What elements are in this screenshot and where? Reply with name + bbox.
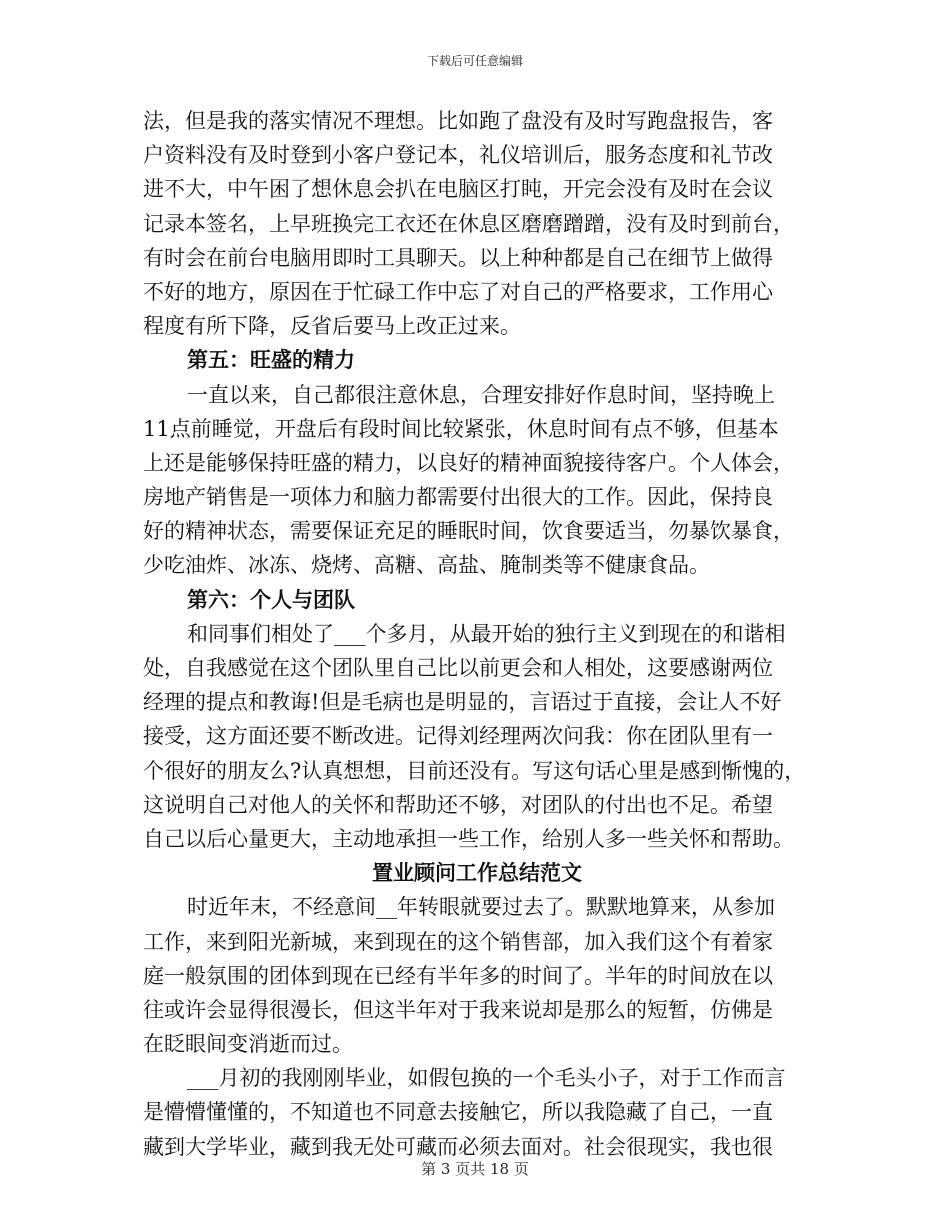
document-body xyxy=(143,104,811,1164)
text-line: 房地产销售是一项体力和脑力都需要付出很大的工作。因此，保持良 xyxy=(143,485,773,510)
text-line: 有时会在前台电脑用即时工具聊天。以上种种都是自己在细节上做得 xyxy=(143,245,773,270)
section-heading: 第六：个人与团队 xyxy=(187,586,355,612)
text-line: 藏到大学毕业，藏到我无处可藏而必须去面对。社会很现实，我也很 xyxy=(143,1134,773,1159)
text-line: 上还是能够保持旺盛的精力，以良好的精神面貌接待客户。个人体会， xyxy=(143,450,794,475)
page-header: 下载后可任意编辑 xyxy=(426,54,523,68)
text-line: ___月初的我刚刚毕业，如假包换的一个毛头小子，对于工作而言 xyxy=(187,1066,786,1091)
text-line: 工作，来到阳光新城，来到现在的这个销售部，加入我们这个有着家 xyxy=(143,929,773,954)
text-line: 不好的地方，原因在于忙碌工作中忘了对自己的严格要求，工作用心 xyxy=(143,279,773,304)
text-line: 进不大，中午困了想休息会扒在电脑区打盹，开完会没有及时在会议 xyxy=(143,177,773,202)
text-line: 记录本签名，上早班换完工衣还在休息区磨磨蹭蹭，没有及时到前台， xyxy=(143,211,794,236)
text-line: 户资料没有及时登到小客户登记本，礼仪培训后，服务态度和礼节改 xyxy=(143,143,773,168)
text-line: 自己以后心量更大，主动地承担一些工作，给别人多一些关怀和帮助。 xyxy=(143,826,794,851)
text-line: 程度有所下降，反省后要马上改正过来。 xyxy=(143,314,521,339)
text-line: 个很好的朋友么?认真想想，目前还没有。写这句话心里是感到惭愧的， xyxy=(143,758,806,783)
text-line: 一直以来，自己都很注意休息，合理安排好作息时间，坚持晚上 xyxy=(187,382,775,407)
article-title: 置业顾问工作总结范文 xyxy=(372,860,582,886)
text-line: 庭一般氛围的团体到现在已经有半年多的时间了。半年的时间放在以 xyxy=(143,963,773,988)
text-line: 在眨眼间变消逝而过。 xyxy=(143,1032,353,1057)
text-line: 法，但是我的落实情况不理想。比如跑了盘没有及时写跑盘报告，客 xyxy=(143,109,773,133)
section-heading: 第五：旺盛的精力 xyxy=(187,347,355,373)
text-line: 接受，这方面还要不断改进。记得刘经理两次问我：你在团队里有一 xyxy=(143,724,773,749)
text-line: 往或许会显得很漫长，但这半年对于我来说却是那么的短暂，仿佛是 xyxy=(143,997,773,1022)
text-line: 这说明自己对他人的关怀和帮助还不够，对团队的付出也不足。希望 xyxy=(143,792,773,817)
text-line: 11点前睡觉，开盘后有段时间比较紧张，休息时间有点不够，但基本 xyxy=(143,416,779,441)
text-line: 少吃油炸、冰冻、烧烤、高糖、高盐、腌制类等不健康食品。 xyxy=(143,553,710,578)
text-line: 和同事们相处了___个多月，从最开始的独行主义到现在的和谐相 xyxy=(187,621,786,646)
text-line: 经理的提点和教诲!但是毛病也是明显的，言语过于直接，会让人不好 xyxy=(143,690,782,715)
text-line: 时近年末，不经意间__年转眼就要过去了。默默地算来，从参加 xyxy=(187,895,775,920)
page-footer: 第 3 页共 18 页 xyxy=(421,1160,529,1178)
text-line: 是懵懵懂懂的，不知道也不同意去接触它，所以我隐藏了自己，一直 xyxy=(143,1100,773,1125)
text-line: 好的精神状态，需要保证充足的睡眠时间，饮食要适当，勿暴饮暴食， xyxy=(143,519,794,544)
text-line: 处，自我感觉在这个团队里自己比以前更会和人相处，这要感谢两位 xyxy=(143,656,773,680)
